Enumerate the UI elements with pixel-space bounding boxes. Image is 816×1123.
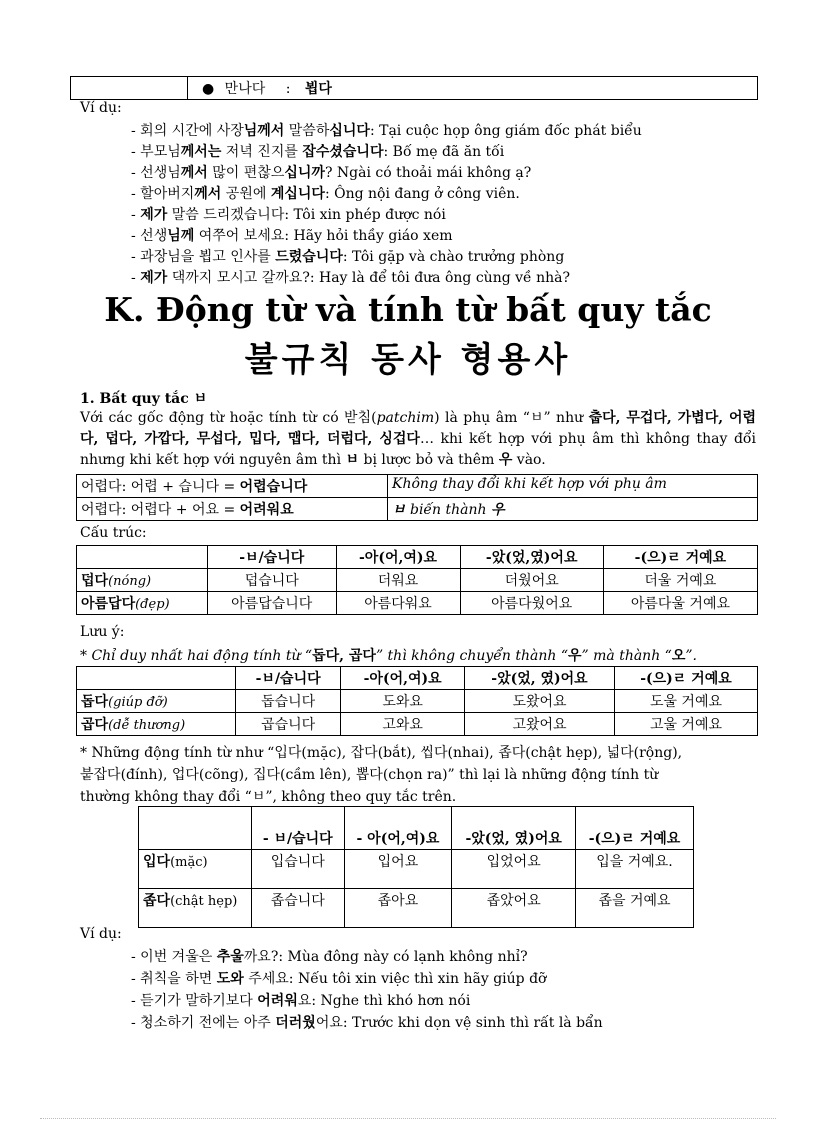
table-header-row <box>139 807 694 850</box>
row-label: 좁다(chật hẹp) <box>139 889 252 928</box>
table-row <box>77 713 758 736</box>
column-header: -(으)ㄹ 거예요 <box>603 546 757 569</box>
luuy-label: Lưu ý: <box>80 624 125 640</box>
table-header-row <box>77 667 758 690</box>
note-2-line: 붙잡다(đính), 업다(cõng), 집다(cầm lên), 뽑다(chọn ra)” thì lại là những động tính từ <box>80 767 659 783</box>
intro-patchim: patchim <box>376 410 435 426</box>
rule-left: 어렵다: 어렵 + 습니다 = 어렵습니다 <box>77 475 388 498</box>
column-header: -(으)ㄹ 거예요 <box>576 807 694 850</box>
vidu-label-1: Ví dụ: <box>80 100 122 116</box>
intro-text: … khi kết hợp với phụ âm thì không thay đổi nhưng khi kết hợp với nguyên âm thì <box>80 431 756 468</box>
sep: : <box>285 81 291 97</box>
column-header <box>77 546 208 569</box>
cautruc-label: Cấu trúc: <box>80 525 147 541</box>
table-row <box>139 889 694 928</box>
rule-right: ㅂ biến thành 우 <box>388 498 758 521</box>
column-header: -ㅂ/습니다 <box>236 667 341 690</box>
table-cell: 아름다웠어요 <box>460 592 603 615</box>
table-cell: 입어요 <box>344 850 452 889</box>
conjugation-table-3 <box>138 806 694 928</box>
intro-bieup: ㅂ <box>345 452 360 468</box>
table-cell: 입습니다 <box>252 850 345 889</box>
intro-words: 춥다, 무겁다, 가볍다, 어렵다, 덥다, 가깝다, 무섭다, 밉다, 맵다, 더럽다, 싱겁다 <box>80 410 757 447</box>
table-row <box>77 592 758 615</box>
note-2-line: thường không thay đổi “ㅂ”, không theo quy tắc trên. <box>80 789 457 805</box>
note-2-line: * Những động tính từ như “입다(mặc), 잡다(bắt), 씹다(nhai), 좁다(chật hẹp), 넓다(rộng), <box>80 745 683 761</box>
example-line: - 과장님을 뵙고 인사를 드렸습니다: Tôi gặp và chào trưởng phòng <box>131 249 565 265</box>
table-cell: 고와요 <box>341 713 465 736</box>
table-row <box>77 690 758 713</box>
row-label: 돕다(giúp đỡ) <box>77 690 236 713</box>
table-cell: 아름답습니다 <box>208 592 337 615</box>
title-vi: K. Động từ và tính từ bất quy tắc <box>104 290 712 329</box>
table-cell: 도왔어요 <box>465 690 615 713</box>
table-cell: 도와요 <box>341 690 465 713</box>
table-row <box>139 850 694 889</box>
conjugation-table-1 <box>76 545 758 615</box>
table-row <box>77 475 758 498</box>
top-table <box>70 76 758 100</box>
column-header <box>77 667 236 690</box>
column-header: -았(었, 였)어요 <box>465 667 615 690</box>
table-header-row <box>77 546 758 569</box>
note-1: * Chỉ duy nhất hai động tính từ “돕다, 곱다” thì không chuyển thành “우” mà thành “오”. <box>80 648 697 664</box>
example-line: - 선생님께서 많이 편찮으십니까? Ngài có thoải mái không ạ? <box>131 165 532 181</box>
table-cell: 아름다워요 <box>336 592 460 615</box>
table-cell: 더웠어요 <box>460 569 603 592</box>
vidu-label-2: Ví dụ: <box>80 926 122 942</box>
table-cell: 곱습니다 <box>236 713 341 736</box>
table-row <box>77 498 758 521</box>
column-header <box>139 807 252 850</box>
example-line: - 회의 시간에 사장님께서 말씀하십니다: Tại cuộc họp ông giám đốc phát biểu <box>131 123 642 139</box>
column-header: -아(어,여)요 <box>341 667 465 690</box>
table-cell: 입을 거예요. <box>576 850 694 889</box>
intro-text: ) là phụ âm “ㅂ” như <box>434 410 589 426</box>
example-line: - 부모님께서는 저녁 진지를 잡수셨습니다: Bố mẹ đã ăn tối <box>131 144 505 160</box>
table-cell: 더울 거예요 <box>603 569 757 592</box>
table-cell: 좁을 거예요 <box>576 889 694 928</box>
column-header: -ㅂ/습니다 <box>208 546 337 569</box>
conjugation-table-2 <box>76 666 758 736</box>
column-header: -았(었, 였)어요 <box>452 807 576 850</box>
example-line: - 제가 말씀 드리겠습니다: Tôi xin phép được nói <box>131 207 446 223</box>
table-cell: 도울 거예요 <box>614 690 757 713</box>
rule-right: Không thay đổi khi kết hợp với phụ âm <box>388 475 758 498</box>
note-2 <box>80 742 756 808</box>
row-label: 입다(mặc) <box>139 850 252 889</box>
table-cell: 고왔어요 <box>465 713 615 736</box>
empty-cell <box>71 77 188 100</box>
column-header: - ㅂ/습니다 <box>252 807 345 850</box>
table-cell: 아름다울 거예요 <box>603 592 757 615</box>
example-line: - 선생님께 여쭈어 보세요: Hãy hỏi thầy giáo xem <box>131 228 453 244</box>
title-ko: 불규칙 동사 형용사 <box>244 340 572 380</box>
column-header: -아(어,여)요 <box>336 546 460 569</box>
rule-left: 어렵다: 어렵다 + 어요 = 어려워요 <box>77 498 388 521</box>
intro-text: bị lược bỏ và thêm <box>359 452 499 468</box>
example-line: - 이번 겨울은 추울까요?: Mùa đông này có lạnh không nhỉ? <box>131 949 528 965</box>
intro-u: 우 <box>498 452 513 468</box>
table-cell: 돕습니다 <box>236 690 341 713</box>
row-label: 곱다(dễ thương) <box>77 713 236 736</box>
bullet: ● <box>202 81 215 97</box>
intro-paragraph <box>80 408 756 471</box>
table-row <box>77 569 758 592</box>
table-cell: 더워요 <box>336 569 460 592</box>
page-divider <box>40 1118 776 1119</box>
row-label: 아름답다(đẹp) <box>77 592 208 615</box>
table-cell: 덥습니다 <box>208 569 337 592</box>
column-header: -(으)ㄹ 거예요 <box>614 667 757 690</box>
honor-word: 뵙다 <box>304 81 332 97</box>
column-header: - 아(어,여)요 <box>344 807 452 850</box>
example-line: - 취칙을 하면 도와 주세요: Nếu tôi xin việc thì xin hãy giúp đỡ <box>131 971 547 987</box>
table-cell: 좁아요 <box>344 889 452 928</box>
example-line: - 청소하기 전에는 아주 더러웠어요: Trước khi dọn vệ sinh thì rất là bẩn <box>131 1015 603 1031</box>
table-cell: 좁았어요 <box>452 889 576 928</box>
example-line: - 제가 댁까지 모시고 갈까요?: Hay là để tôi đưa ông cùng về nhà? <box>131 270 570 286</box>
intro-text: Với các gốc động từ hoặc tính từ có 받침( <box>80 410 377 426</box>
section-heading: 1. Bất quy tắc ㅂ <box>80 391 208 407</box>
table-cell: 좁습니다 <box>252 889 345 928</box>
example-line: - 할아버지께서 공원에 계십니다: Ông nội đang ở công viên. <box>131 186 520 202</box>
example-line: - 듣기가 말하기보다 어려워요: Nghe thì khó hơn nói <box>131 993 471 1009</box>
row-label: 덥다(nóng) <box>77 569 208 592</box>
word: 만나다 <box>224 81 266 97</box>
intro-text: vào. <box>512 452 546 468</box>
top-table-cell <box>188 77 758 100</box>
table-cell: 고울 거예요 <box>614 713 757 736</box>
table-cell: 입었어요 <box>452 850 576 889</box>
rule-table <box>76 474 758 521</box>
column-header: -았(었,였)어요 <box>460 546 603 569</box>
